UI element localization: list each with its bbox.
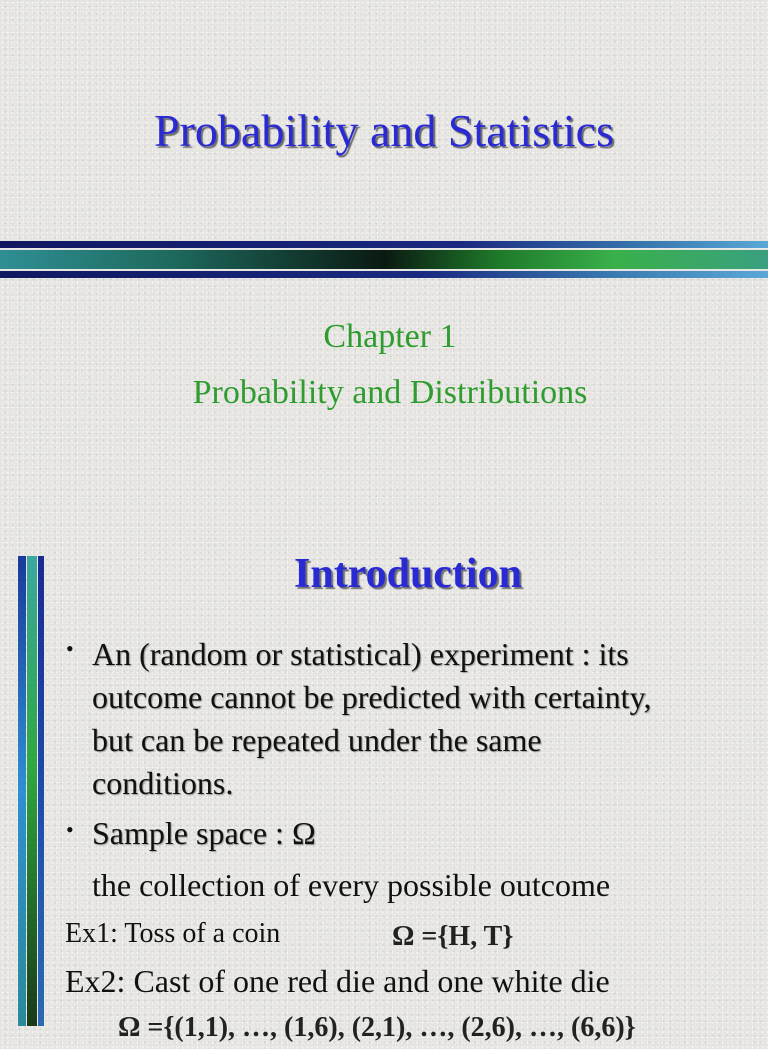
bullet2-line2: the collection of every possible outcome xyxy=(92,867,611,903)
section-heading: Introduction xyxy=(294,551,522,597)
bullet1-line2: outcome cannot be predicted with certainty, xyxy=(92,679,652,715)
bullet2-line1: Sample space : Ω xyxy=(92,815,316,851)
example2-label: Ex2: Cast of one red die and one white die xyxy=(65,963,610,999)
divider-stripe-bottom xyxy=(0,271,768,278)
bullet1-line3: but can be repeated under the same xyxy=(92,722,542,758)
side-bar-middle xyxy=(27,556,37,1026)
introduction-slide xyxy=(0,530,768,1043)
example1-label: Ex1: Toss of a coin xyxy=(65,918,281,949)
side-bar-left xyxy=(18,556,26,1026)
bullet1-line1: An (random or statistical) experiment : its xyxy=(92,636,629,672)
divider-stripe-top xyxy=(0,241,768,248)
example1-sample-space: Ω ={H, T} xyxy=(392,921,514,952)
example2-sample-space: Ω ={(1,1), …, (1,6), (2,1), …, (2,6), …, (6,6)} xyxy=(118,1012,636,1043)
bullet1-text xyxy=(92,633,651,805)
divider-stripe-main xyxy=(0,250,768,269)
bullet-icon: • xyxy=(66,817,74,842)
slide-title: Probability and Statistics xyxy=(154,105,614,156)
bullet-icon: • xyxy=(66,636,74,661)
side-bar-right xyxy=(38,556,44,1026)
chapter-label: Chapter 1 xyxy=(323,318,457,355)
chapter-subtitle: Probability and Distributions xyxy=(192,374,588,411)
bullet1-line4: conditions. xyxy=(92,765,234,801)
